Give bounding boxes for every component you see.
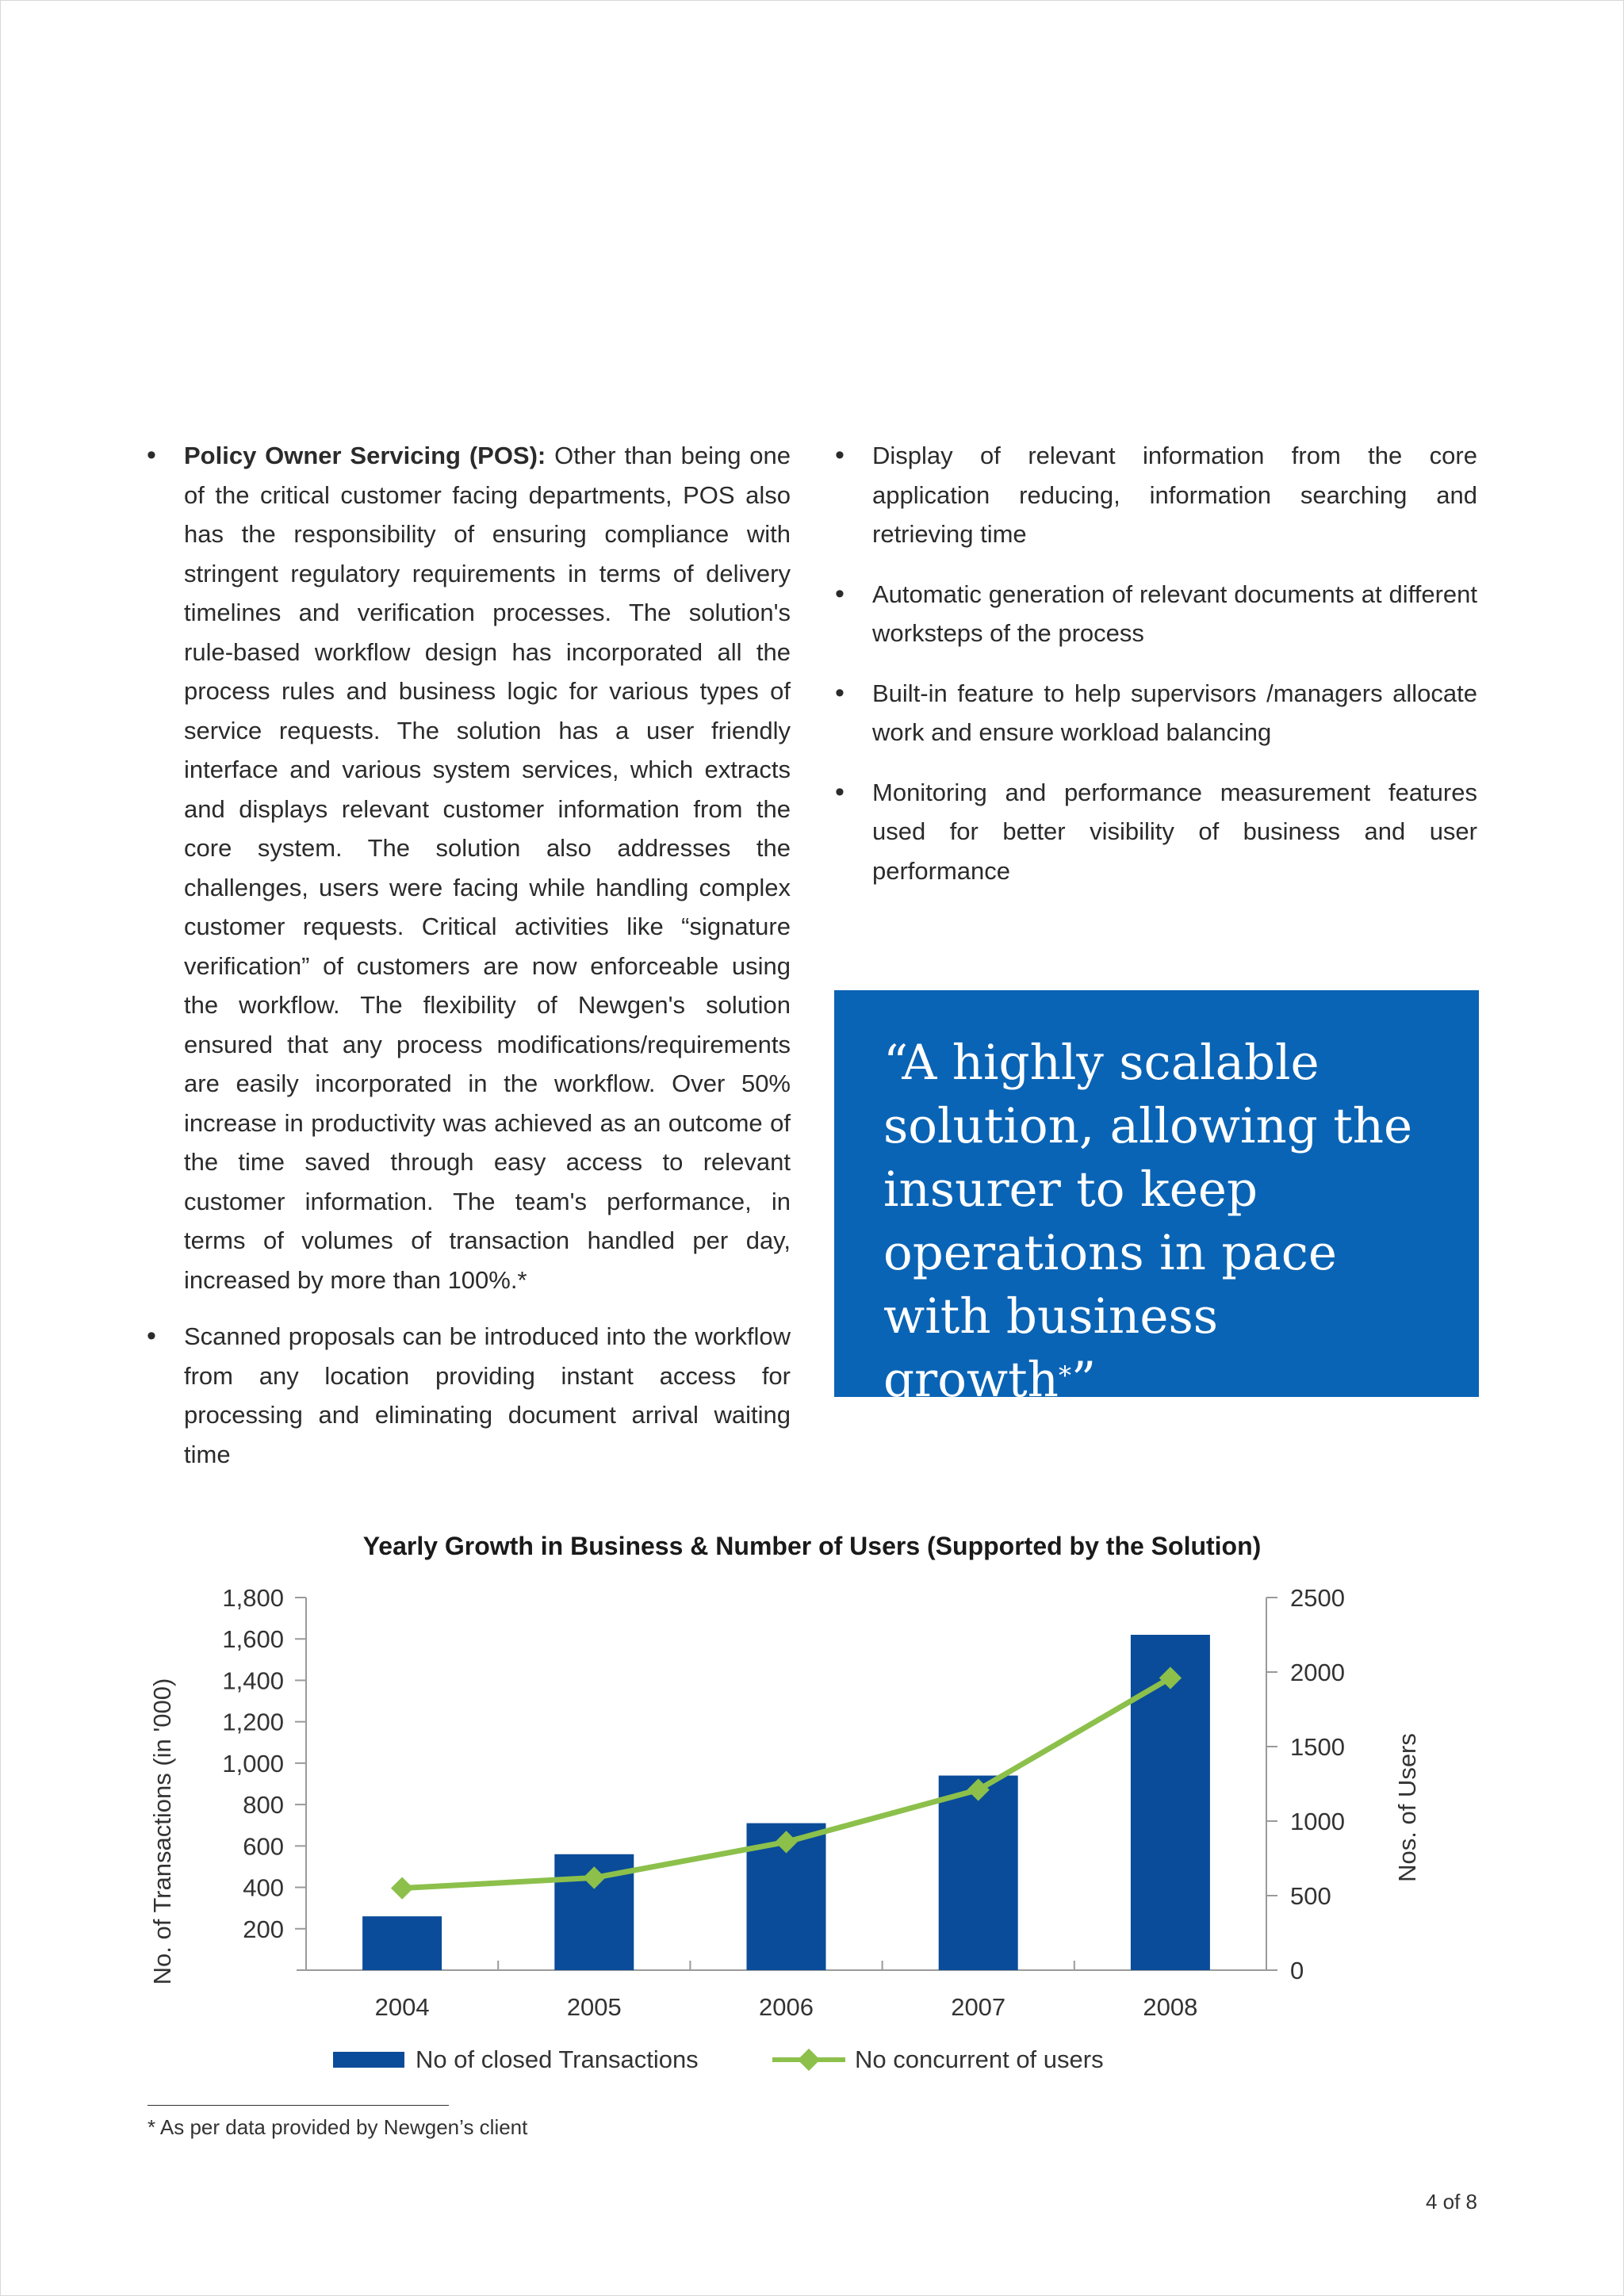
quote-text xyxy=(883,1031,1438,1412)
quote-box xyxy=(834,990,1479,1408)
x-tick-label: 2008 xyxy=(1143,1993,1198,2021)
bullet-built-in-feature: • Built-in feature to help supervisors /managers allocate work and ensure workload balancing xyxy=(835,674,1477,752)
quote-close: ” xyxy=(1071,1352,1097,1408)
legend-label-users: No concurrent of users xyxy=(855,2045,1104,2073)
y-right-tick-label: 1500 xyxy=(1290,1733,1345,1761)
right-column xyxy=(835,436,1477,911)
x-tick-label: 2006 xyxy=(759,1993,814,2021)
bullet-monitoring: • Monitoring and performance measurement features used for better visibility of business and user performance xyxy=(835,773,1477,891)
y-tick-label: 1,200 xyxy=(222,1708,284,1736)
left-column xyxy=(147,436,791,1491)
left-bullet-list xyxy=(147,436,791,1474)
users-point-2004 xyxy=(391,1877,413,1899)
footnote-divider xyxy=(147,2105,449,2106)
bullet-pos-text: Other than being one of the critical customer facing departments, POS also has the responsibility of ensuring compliance with stringent regulatory requirements in terms of delivery timelines and verification processes. The solution's rule-based workflow design has incorporated all the process rules and business logic for various types of service requests. The solution has a user friendly interface and various system services, which extracts and displays relevant customer information from the core system. The solution also addresses the challenges, users were facing while handling complex customer requests. Critical activities like “signature verification” of customers are now enforceable using the workflow. The flexibility of Newgen's solution ensured that any process modifications/requirements are easily incorporated in the workflow. Over 50% increase in productivity was achieved as an outcome of the time saved through easy access to relevant customer information. The team's performance, in terms of volumes of transaction handled per day, increased by more than 100%.* xyxy=(184,442,791,1294)
quote-asterisk: * xyxy=(1058,1360,1071,1391)
footnote: * As per data provided by Newgen’s client xyxy=(147,2115,528,2139)
x-tick-label: 2007 xyxy=(951,1993,1006,2021)
quote-body: “A highly scalable solution, allowing the insurer to keep operations in pace with business growth xyxy=(883,1035,1413,1408)
right-bullet-list xyxy=(835,436,1477,890)
y-tick-label: 400 xyxy=(243,1873,284,1902)
bullet-pos-lead: Policy Owner Servicing (POS): xyxy=(184,442,546,469)
legend-item-users xyxy=(772,2042,1104,2077)
y-right-tick-label: 0 xyxy=(1290,1957,1304,1984)
x-tick-label: 2004 xyxy=(374,1993,430,2021)
chart-title: Yearly Growth in Business & Number of Users (Supported by the Solution) xyxy=(362,1532,1262,1560)
legend-line-swatch xyxy=(772,2042,845,2077)
legend-line-icon xyxy=(772,2042,845,2077)
bullet-display-info: • Display of relevant information from the core application reducing, information searching and retrieving time xyxy=(835,436,1477,554)
bullet-scanned-text: Scanned proposals can be introduced into the workflow from any location providing instant access for processing and eliminating document arrival waiting time xyxy=(184,1322,791,1468)
chart-svg xyxy=(0,1574,1624,2089)
chart xyxy=(0,1574,1624,2089)
legend-item-transactions xyxy=(333,2042,699,2077)
bar-2007 xyxy=(939,1776,1018,1970)
bullet-scanned-proposals xyxy=(147,1317,791,1474)
y-right-tick-label: 500 xyxy=(1290,1882,1331,1910)
y-right-tick-label: 1000 xyxy=(1290,1808,1345,1835)
bar-2004 xyxy=(362,1916,442,1970)
bullet-auto-generation: • Automatic generation of relevant documents at different worksteps of the process xyxy=(835,575,1477,653)
y-right-tick-label: 2000 xyxy=(1290,1659,1345,1686)
y-tick-label: 600 xyxy=(243,1832,284,1861)
legend-bar-swatch xyxy=(333,2052,404,2068)
y-right-axis-title: Nos. of Users xyxy=(1393,1733,1421,1882)
y-tick-label: 1,600 xyxy=(222,1625,284,1654)
y-axis-title: No. of Transactions (in '000) xyxy=(148,1678,176,1985)
y-tick-label: 1,800 xyxy=(222,1584,284,1612)
y-tick-label: 1,400 xyxy=(222,1667,284,1695)
y-right-tick-label: 2500 xyxy=(1290,1584,1345,1612)
x-tick-label: 2005 xyxy=(566,1993,622,2021)
page-number: 4 of 8 xyxy=(1425,2190,1477,2214)
legend-label-transactions: No of closed Transactions xyxy=(416,2045,699,2073)
bullet-pos xyxy=(147,436,791,1299)
y-tick-label: 200 xyxy=(243,1915,284,1943)
y-tick-label: 1,000 xyxy=(222,1749,284,1777)
y-tick-label: 800 xyxy=(243,1791,284,1820)
